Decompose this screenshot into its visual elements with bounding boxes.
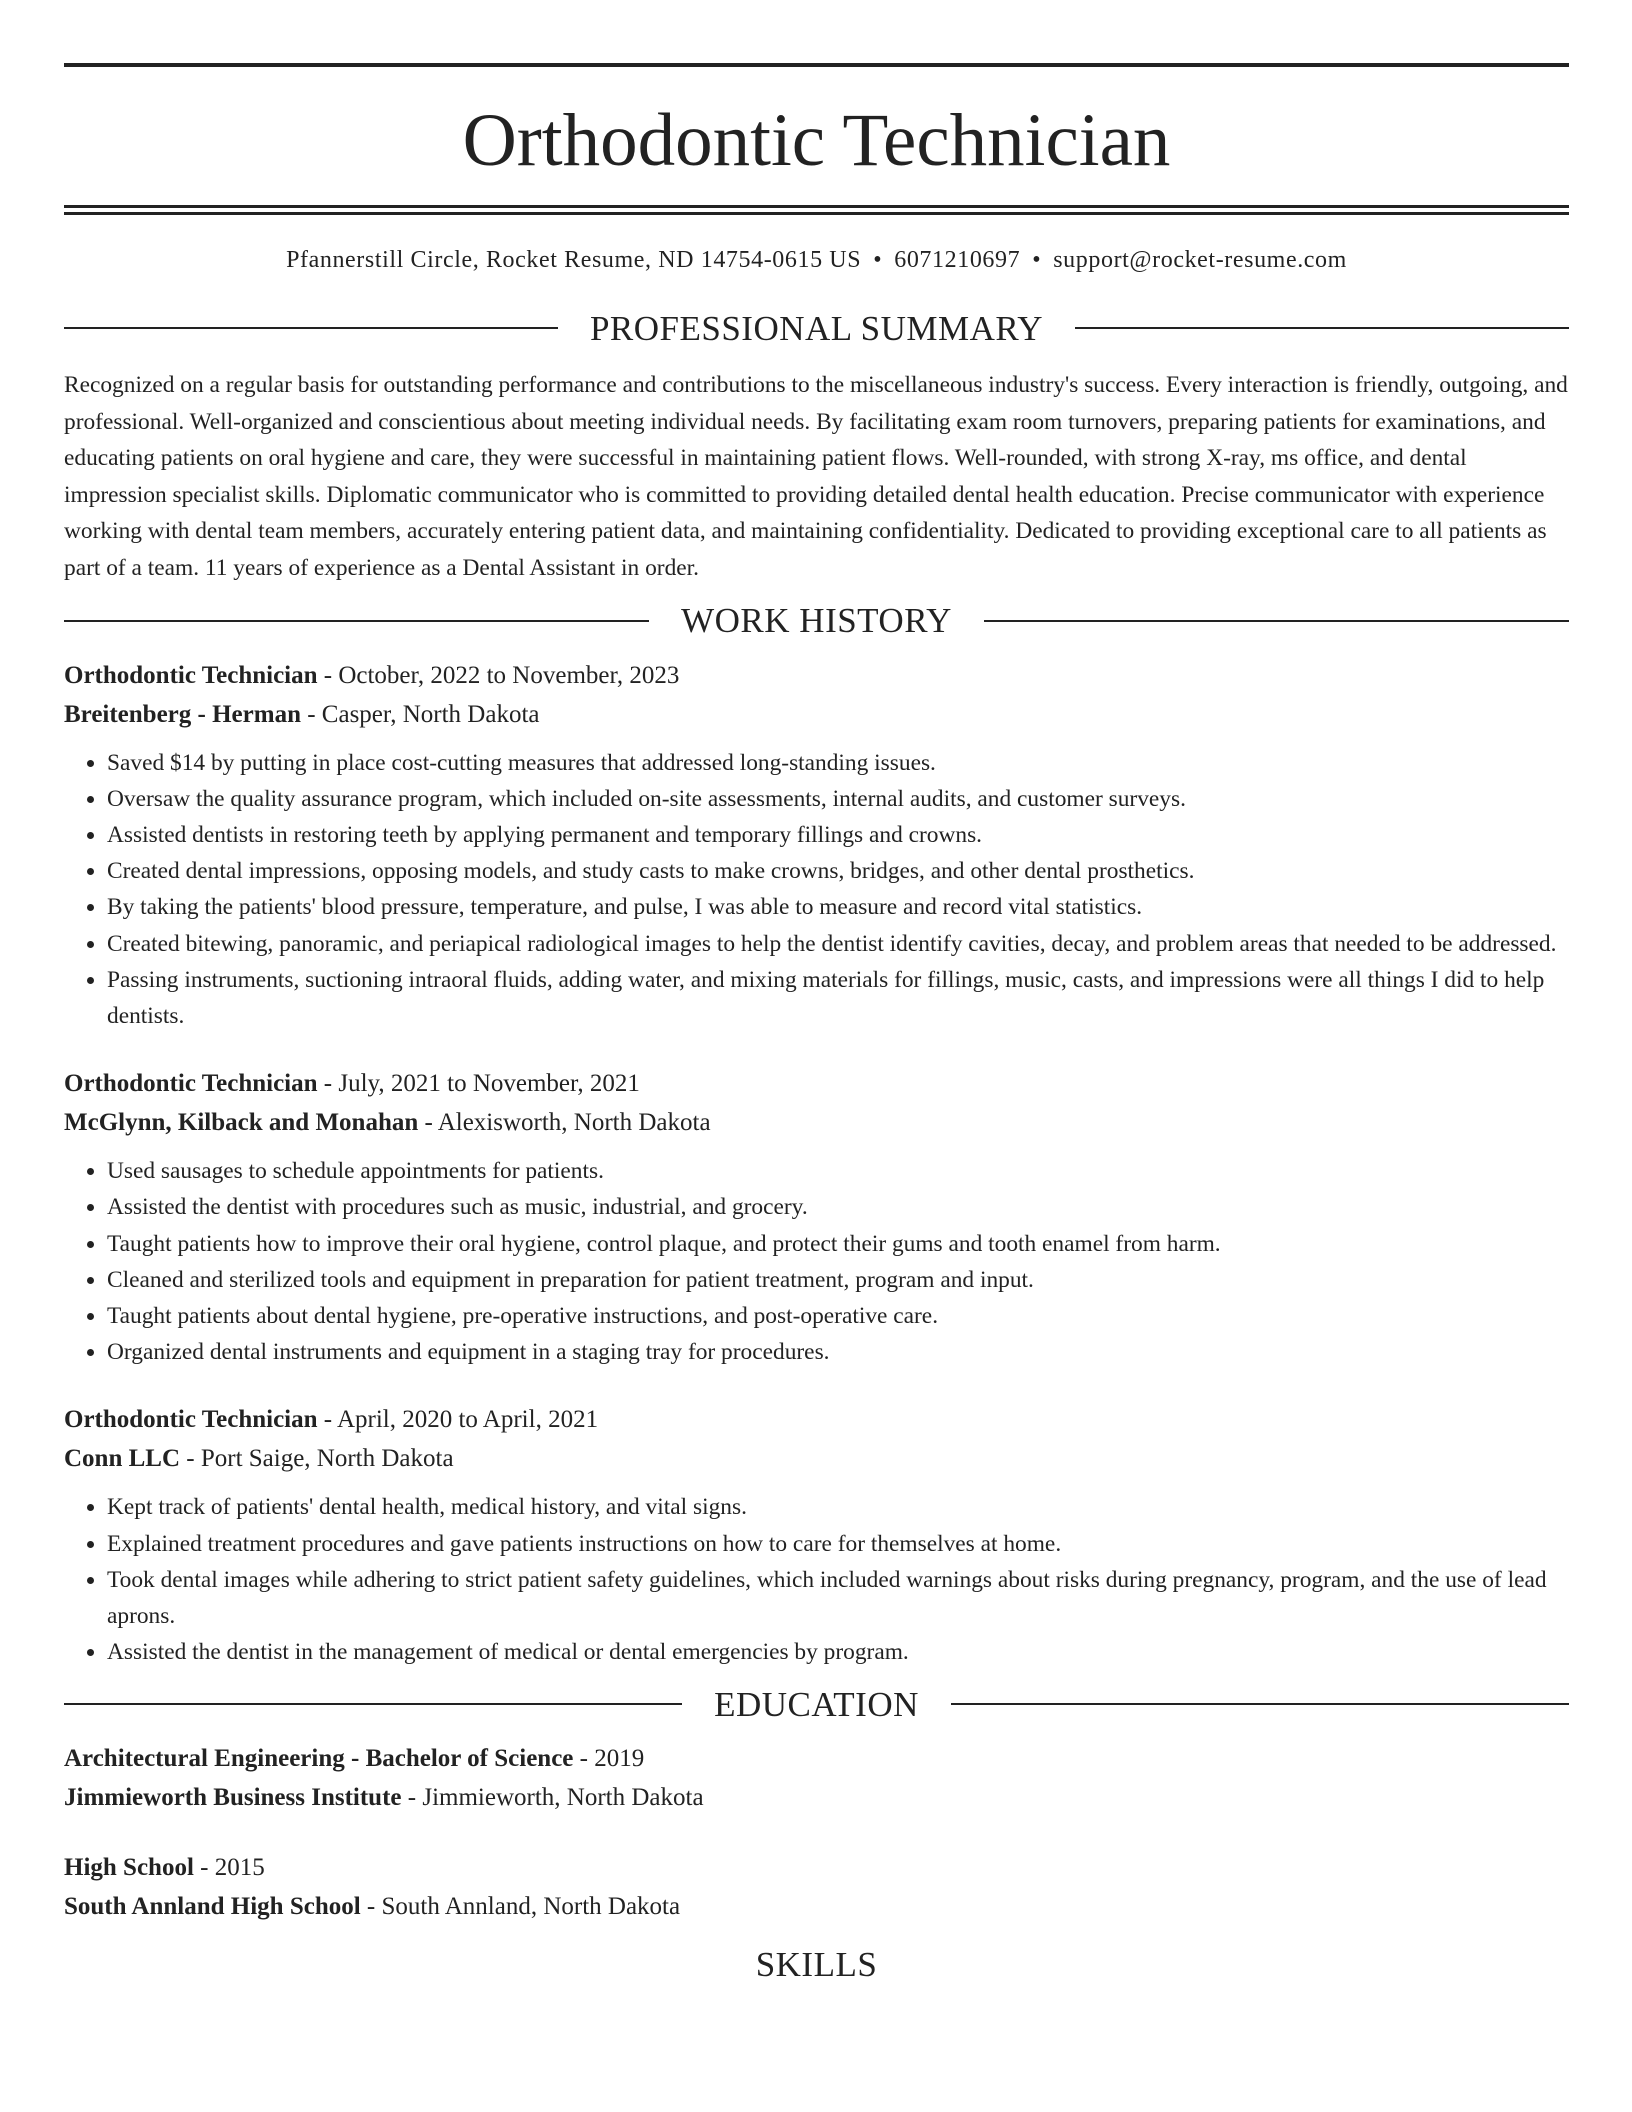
job-bullet: • Took dental images while adhering to strict patient safety guidelines, which included warnings about risks during pregnancy, program, and the use of lead aprons. [107,1562,1569,1634]
job-company-line [64,1103,1569,1142]
job-bullet: • Taught patients about dental hygiene, pre-operative instructions, and post-operative care. [107,1298,1569,1334]
work-history-heading [64,599,1569,643]
job-location: - Casper, North Dakota [300,700,540,728]
work-history-heading-title: WORK HISTORY [681,601,952,641]
job-title: Orthodontic Technician [64,1406,318,1434]
resume-name: Orthodontic Technician [462,99,1171,182]
heading-rule-left [64,1703,682,1705]
contact-line [64,248,1569,272]
education-school: Jimmieworth Business Institute [64,1784,402,1812]
contact-separator: • [873,247,883,273]
education-entry [64,1848,1569,1926]
job-bullet: • Created dental impressions, opposing models, and study casts to make crowns, bridges, and other dental prosthetics. [107,853,1569,889]
heading-rule-right [984,620,1569,622]
job-title: Orthodontic Technician [64,1070,318,1098]
job-bullet: • Cleaned and sterilized tools and equipment in preparation for patient treatment, program and input. [107,1262,1569,1298]
contact-phone: 6071210697 [894,247,1021,273]
job-bullet: • Organized dental instruments and equipment in a staging tray for procedures. [107,1334,1569,1370]
job-company-line [64,695,1569,734]
job-location: - Alexisworth, North Dakota [418,1109,711,1137]
job-bullet: • Oversaw the quality assurance program, which included on-site assessments, internal audits, and customer surveys. [107,781,1569,817]
heading-rule-left [64,620,649,622]
contact-separator: • [1032,247,1042,273]
job-bullet: • Assisted the dentist in the management of medical or dental emergencies by program. [107,1634,1569,1670]
education-school-line [64,1887,1569,1926]
job-bullet: • Created bitewing, panoramic, and periapical radiological images to help the dentist identify cavities, decay, and problem areas that needed to be addressed. [107,926,1569,962]
skills-heading [64,1942,1569,1986]
education-school-line [64,1778,1569,1817]
education-heading-title: EDUCATION [714,1684,919,1724]
job-entry [64,1400,1569,1670]
education-degree: Architectural Engineering - Bachelor of Science [64,1745,574,1773]
job-title-line [64,656,1569,695]
job-company: Conn LLC [64,1445,181,1473]
education-degree-line [64,1739,1569,1778]
job-dates: - October, 2022 to November, 2023 [317,661,680,689]
contact-email: support@rocket-resume.com [1053,247,1347,273]
heading-rule-right [1075,327,1569,329]
education-degree-line [64,1848,1569,1887]
job-bullet: • Kept track of patients' dental health, medical history, and vital signs. [107,1489,1569,1525]
job-company-line [64,1439,1569,1478]
top-rule [64,63,1569,67]
education-entry [64,1739,1569,1817]
education-location: - South Annland, North Dakota [360,1893,681,1921]
skills-heading-title: SKILLS [755,1944,878,1984]
education-year: - 2015 [193,1854,265,1882]
education-heading [64,1682,1569,1726]
job-title-line [64,1400,1569,1439]
summary-heading [64,306,1569,350]
summary-text: Recognized on a regular basis for outstanding performance and contributions to the miscellaneous industry's success. Every interaction is friendly, outgoing, and professional. Well-organized and conscientious about meeting individual needs. By facilitating exam room turnovers, preparing patients for examinations, and educating patients on oral hygiene and care, they were successful in maintaining patient flows. Well-rounded, with strong X-ray, ms office, and dental impression specialist skills. Diplomatic communicator who is committed to providing detailed dental health education. Precise communicator with experience working with dental team members, accurately entering patient data, and maintaining confidentiality. Dedicated to providing exceptional care to all patients as part of a team. 11 years of experience as a Dental Assistant in order. [64,372,1568,581]
education-location: - Jimmieworth, North Dakota [401,1784,704,1812]
heading-rule-right [951,1703,1569,1705]
job-title-line [64,1064,1569,1103]
job-title: Orthodontic Technician [64,661,318,689]
job-bullet: • By taking the patients' blood pressure, temperature, and pulse, I was able to measure and record vital statistics. [107,889,1569,925]
education-degree: High School [64,1854,194,1882]
job-bullet: • Used sausages to schedule appointments for patients. [107,1153,1569,1189]
contact-address: Pfannerstill Circle, Rocket Resume, ND 14754-0615 US [286,247,862,273]
header-double-rule [64,205,1569,215]
job-bullet: • Taught patients how to improve their oral hygiene, control plaque, and protect their gums and tooth enamel from harm. [107,1226,1569,1262]
job-location: - Port Saige, North Dakota [180,1445,454,1473]
job-bullet: • Assisted the dentist with procedures such as music, industrial, and grocery. [107,1189,1569,1225]
job-dates: - July, 2021 to November, 2021 [317,1070,640,1098]
job-company: Breitenberg - Herman [64,700,301,728]
job-company: McGlynn, Kilback and Monahan [64,1109,419,1137]
job-bullets [64,745,1569,1035]
heading-rule-left [64,327,558,329]
education-school: South Annland High School [64,1893,361,1921]
job-bullet: • Assisted dentists in restoring teeth by applying permanent and temporary fillings and crowns. [107,817,1569,853]
resume-content [64,0,1569,1986]
job-bullets [64,1489,1569,1670]
job-dates: - April, 2020 to April, 2021 [317,1406,599,1434]
job-bullet: • Saved $14 by putting in place cost-cutting measures that addressed long-standing issues. [107,745,1569,781]
summary-heading-title: PROFESSIONAL SUMMARY [589,308,1044,348]
job-bullet: • Passing instruments, suctioning intraoral fluids, adding water, and mixing materials for fillings, music, casts, and impressions were all things I did to help dentists. [107,962,1569,1034]
job-bullet: • Explained treatment procedures and gave patients instructions on how to care for themselves at home. [107,1526,1569,1562]
job-entry [64,1064,1569,1370]
education-year: - 2019 [573,1745,645,1773]
job-entry [64,656,1569,1035]
job-bullets [64,1153,1569,1370]
